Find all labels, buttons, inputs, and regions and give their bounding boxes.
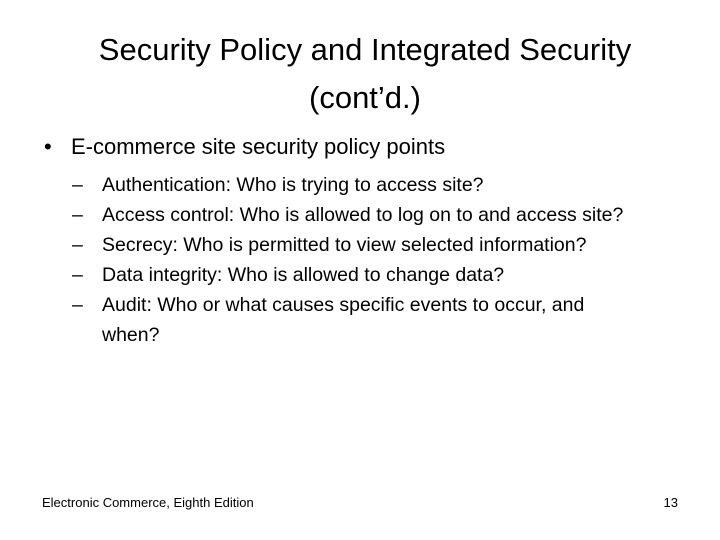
footer-book-title: Electronic Commerce, Eighth Edition (42, 495, 254, 510)
sub-bullet-marker: – (72, 204, 83, 226)
sub-bullet-text: Data integrity: Who is allowed to change data? (102, 264, 505, 286)
bullet-text: E-commerce site security policy points (71, 134, 446, 159)
sub-bullet-text: Audit: Who or what causes specific events to occur, and when? (102, 294, 585, 346)
sub-bullet-text: Secrecy: Who is permitted to view selected information? (102, 234, 587, 256)
sub-bullet-item-secrecy (72, 230, 632, 260)
sub-bullet-item-audit (72, 290, 632, 350)
bullet-marker: • (44, 134, 52, 159)
sub-bullet-list (72, 170, 632, 350)
sub-bullet-marker: – (72, 294, 83, 316)
sub-bullet-item-access-control (72, 200, 632, 230)
sub-bullet-item-data-integrity (72, 260, 632, 290)
slide-title-line-1: Security Policy and Integrated Security (98, 32, 632, 67)
slide-title-line-2: (cont’d.) (309, 80, 421, 115)
sub-bullet-text: Authentication: Who is trying to access site? (102, 174, 484, 196)
sub-bullet-marker: – (72, 264, 83, 286)
sub-bullet-marker: – (72, 234, 83, 256)
sub-bullet-text: Access control: Who is allowed to log on to and access site? (102, 204, 624, 226)
sub-bullet-item-authentication (72, 170, 632, 200)
slide-title (20, 26, 710, 122)
page-number: 13 (663, 495, 678, 510)
sub-bullet-marker: – (72, 174, 83, 196)
